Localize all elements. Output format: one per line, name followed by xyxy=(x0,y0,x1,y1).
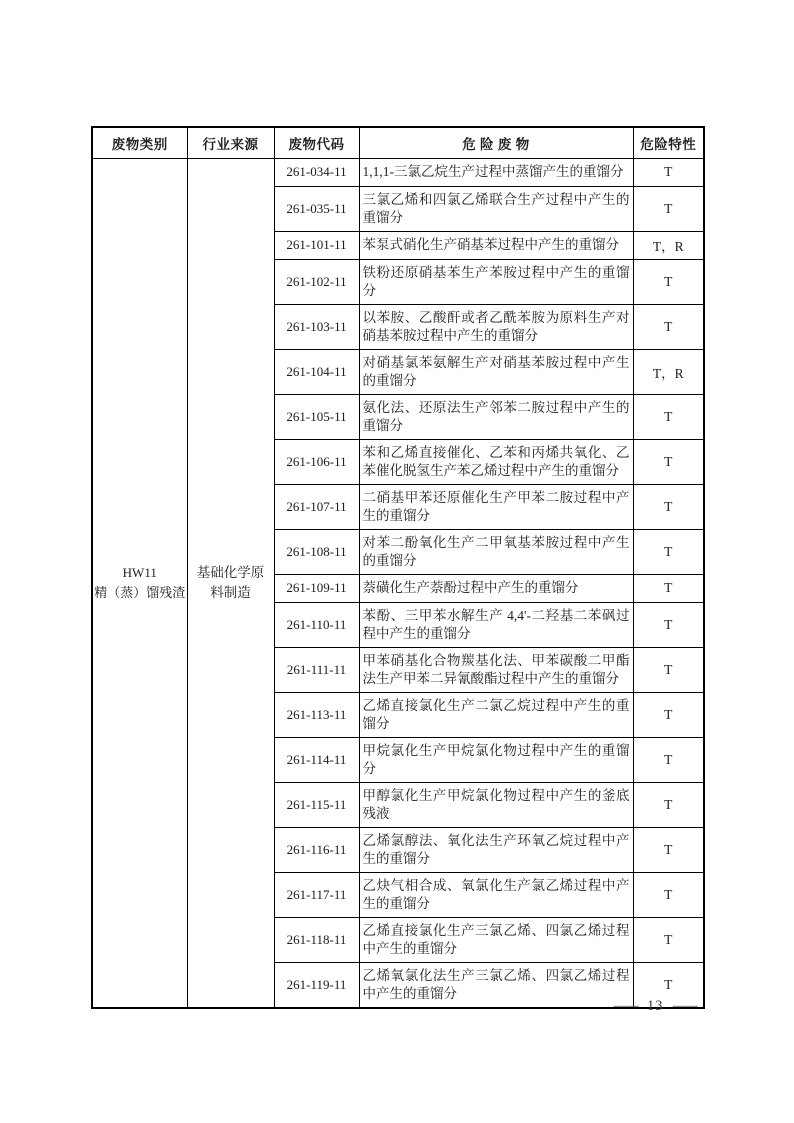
waste-code-cell: 261-103-11 xyxy=(274,304,359,349)
col-header-industry-source: 行业来源 xyxy=(187,127,274,158)
industry-source-cell: 基础化学原料制造 xyxy=(187,158,274,1008)
waste-code-cell: 261-115-11 xyxy=(274,782,359,827)
hazard-property-cell: T，R xyxy=(633,349,704,394)
waste-category-code: HW11 xyxy=(122,564,157,580)
waste-description-cell: 苯酚、三甲苯水解生产 4,4'-二羟基二苯砜过程中产生的重馏分 xyxy=(359,602,633,647)
table-row xyxy=(92,158,704,186)
hazard-property-cell: T xyxy=(633,259,704,304)
waste-description-cell: 氨化法、还原法生产邻苯二胺过程中产生的重馏分 xyxy=(359,394,633,439)
waste-description-cell: 甲苯硝基化合物羰基化法、甲苯碳酸二甲酯法生产甲苯二异氰酸酯过程中产生的重馏分 xyxy=(359,647,633,692)
hazard-property-cell: T xyxy=(633,304,704,349)
waste-description-cell: 苯和乙烯直接催化、乙苯和丙烯共氧化、乙苯催化脱氢生产苯乙烯过程中产生的重馏分 xyxy=(359,439,633,484)
page-footer xyxy=(613,998,698,1015)
hazard-property-cell: T xyxy=(633,917,704,962)
waste-code-cell: 261-034-11 xyxy=(274,158,359,186)
waste-description-cell: 乙烯直接氯化生产二氯乙烷过程中产生的重馏分 xyxy=(359,692,633,737)
waste-code-cell: 261-109-11 xyxy=(274,574,359,602)
hazard-property-cell: T xyxy=(633,484,704,529)
waste-code-cell: 261-102-11 xyxy=(274,259,359,304)
hazard-property-cell: T xyxy=(633,394,704,439)
waste-code-cell: 261-110-11 xyxy=(274,602,359,647)
waste-category-name: 精（蒸）馏残渣 xyxy=(94,584,186,600)
waste-description-cell: 三氯乙烯和四氯乙烯联合生产过程中产生的重馏分 xyxy=(359,186,633,231)
col-header-waste-category: 废物类别 xyxy=(92,127,187,158)
waste-code-cell: 261-118-11 xyxy=(274,917,359,962)
hazard-property-cell: T xyxy=(633,827,704,872)
waste-description-cell: 二硝基甲苯还原催化生产甲苯二胺过程中产生的重馏分 xyxy=(359,484,633,529)
waste-description-cell: 对硝基氯苯氨解生产对硝基苯胺过程中产生的重馏分 xyxy=(359,349,633,394)
waste-code-cell: 261-114-11 xyxy=(274,737,359,782)
hazard-property-cell: T xyxy=(633,602,704,647)
footer-dash-left: — xyxy=(613,998,639,1014)
waste-description-cell: 乙烯氧氯化法生产三氯乙烯、四氯乙烯过程中产生的重馏分 xyxy=(359,962,633,1008)
waste-description-cell: 苯泵式硝化生产硝基苯过程中产生的重馏分 xyxy=(359,231,633,259)
waste-description-cell: 甲烷氯化生产甲烷氯化物过程中产生的重馏分 xyxy=(359,737,633,782)
hazard-property-cell: T xyxy=(633,574,704,602)
waste-description-cell: 以苯胺、乙酸酐或者乙酰苯胺为原料生产对硝基苯胺过程中产生的重馏分 xyxy=(359,304,633,349)
hazard-property-cell: T xyxy=(633,782,704,827)
hazard-property-cell: T xyxy=(633,962,704,1008)
header-row xyxy=(92,127,704,158)
hazard-property-cell: T xyxy=(633,872,704,917)
waste-description-cell: 乙炔气相合成、氧氯化生产氯乙烯过程中产生的重馏分 xyxy=(359,872,633,917)
col-header-hazard-property: 危险特性 xyxy=(633,127,704,158)
hazard-property-cell: T，R xyxy=(633,231,704,259)
waste-category-cell xyxy=(92,158,187,1008)
waste-description-cell: 对苯二酚氧化生产二甲氧基苯胺过程中产生的重馏分 xyxy=(359,529,633,574)
waste-code-cell: 261-117-11 xyxy=(274,872,359,917)
waste-description-cell: 乙烯直接氯化生产三氯乙烯、四氯乙烯过程中产生的重馏分 xyxy=(359,917,633,962)
waste-code-cell: 261-108-11 xyxy=(274,529,359,574)
waste-code-cell: 261-104-11 xyxy=(274,349,359,394)
hazard-property-cell: T xyxy=(633,647,704,692)
waste-description-cell: 萘磺化生产萘酚过程中产生的重馏分 xyxy=(359,574,633,602)
waste-code-cell: 261-116-11 xyxy=(274,827,359,872)
waste-code-cell: 261-111-11 xyxy=(274,647,359,692)
page-number: 13 xyxy=(647,998,664,1014)
waste-description-cell: 铁粉还原硝基苯生产苯胺过程中产生的重馏分 xyxy=(359,259,633,304)
waste-description-cell: 乙烯氯醇法、氧化法生产环氧乙烷过程中产生的重馏分 xyxy=(359,827,633,872)
hazard-property-cell: T xyxy=(633,439,704,484)
hazard-property-cell: T xyxy=(633,692,704,737)
hazard-property-cell: T xyxy=(633,529,704,574)
hazard-property-cell: T xyxy=(633,158,704,186)
waste-code-cell: 261-035-11 xyxy=(274,186,359,231)
hazard-property-cell: T xyxy=(633,737,704,782)
waste-code-cell: 261-113-11 xyxy=(274,692,359,737)
waste-code-cell: 261-106-11 xyxy=(274,439,359,484)
col-header-waste-code: 废物代码 xyxy=(274,127,359,158)
waste-code-cell: 261-119-11 xyxy=(274,962,359,1008)
waste-description-cell: 1,1,1-三氯乙烷生产过程中蒸馏产生的重馏分 xyxy=(359,158,633,186)
waste-description-cell: 甲醇氯化生产甲烷氯化物过程中产生的釜底残液 xyxy=(359,782,633,827)
waste-code-cell: 261-107-11 xyxy=(274,484,359,529)
table-body xyxy=(92,158,704,1008)
waste-code-cell: 261-105-11 xyxy=(274,394,359,439)
hazard-property-cell: T xyxy=(633,186,704,231)
footer-dash-right: — xyxy=(672,998,698,1014)
col-header-hazardous-waste: 危 险 废 物 xyxy=(359,127,633,158)
hazardous-waste-table xyxy=(91,126,705,1009)
waste-code-cell: 261-101-11 xyxy=(274,231,359,259)
